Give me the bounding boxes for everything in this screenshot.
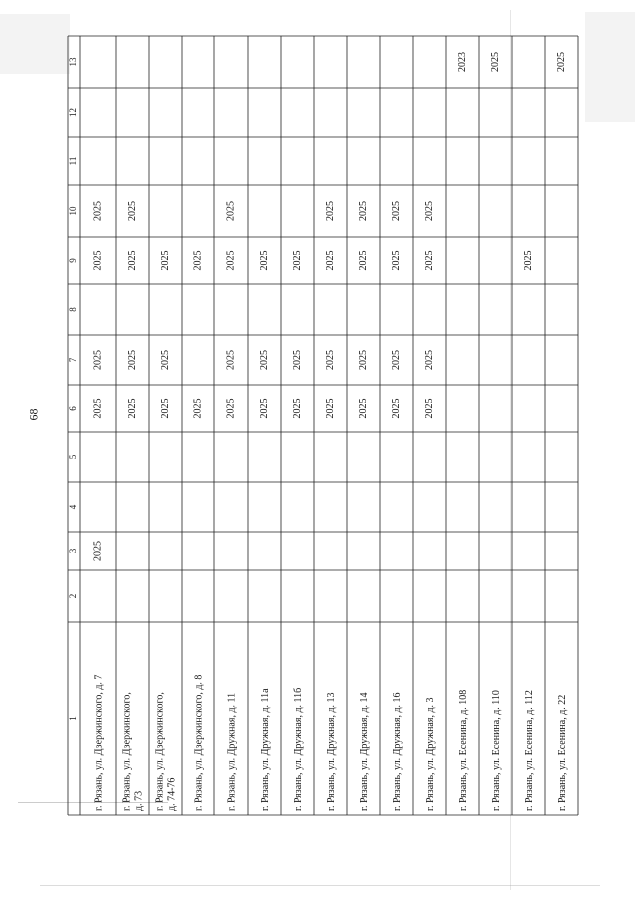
year-cell: 2025 <box>225 350 237 370</box>
column-number-header: 10 <box>68 206 79 216</box>
column-number-header: 11 <box>68 156 79 166</box>
address-cell: г. Рязань, ул. Есенина, д. 112 <box>523 690 535 811</box>
column-number-header: 12 <box>68 108 79 117</box>
page-number: 68 <box>26 408 41 421</box>
year-cell: 2025 <box>423 250 435 271</box>
column-number-header: 5 <box>68 454 79 460</box>
year-cell: 2025 <box>423 350 435 370</box>
year-cell: 2025 <box>126 201 138 221</box>
column-number-header: 6 <box>68 406 79 411</box>
address-cell: г. Рязань, ул. Дружная, д. 11 <box>226 692 238 811</box>
year-cell: 2025 <box>357 350 369 370</box>
year-cell: 2025 <box>92 541 104 561</box>
address-cell: г. Рязань, ул. Есенина, д. 110 <box>490 690 502 811</box>
column-number-header: 8 <box>68 307 79 312</box>
address-cell: г. Рязань, ул. Есенина, д. 108 <box>457 689 469 811</box>
year-cell: 2025 <box>92 398 104 419</box>
year-cell: 2025 <box>522 250 534 271</box>
year-cell: 2025 <box>92 350 104 370</box>
year-cell: 2023 <box>456 52 468 72</box>
year-cell: 2025 <box>159 350 171 370</box>
year-cell: 2025 <box>324 398 336 419</box>
year-cell: 2025 <box>423 398 435 419</box>
year-cell: 2025 <box>159 250 171 271</box>
year-cell: 2025 <box>92 201 104 221</box>
year-cell: 2025 <box>258 250 270 271</box>
column-number-header: 2 <box>68 593 79 599</box>
year-cell: 2025 <box>126 398 138 419</box>
year-cell: 2025 <box>390 350 402 370</box>
column-number-header: 4 <box>68 504 79 510</box>
year-cell: 2025 <box>225 201 237 221</box>
address-cell: д. 73 <box>133 790 145 811</box>
address-cell: г. Рязань, ул. Дзержинского, д. 8 <box>193 674 205 811</box>
year-cell: 2025 <box>489 52 501 72</box>
address-cell: д. 74-76 <box>166 777 178 811</box>
year-cell: 2025 <box>390 201 402 221</box>
year-cell: 2025 <box>92 250 104 271</box>
year-cell: 2025 <box>192 250 204 271</box>
year-cell: 2025 <box>291 250 303 271</box>
address-cell: г. Рязань, ул. Дружная, д. 16 <box>391 692 403 811</box>
year-cell: 2025 <box>324 250 336 271</box>
column-number-header: 13 <box>68 57 79 67</box>
column-number-header: 7 <box>68 357 79 363</box>
year-cell: 2025 <box>126 250 138 271</box>
year-cell: 2025 <box>390 250 402 271</box>
address-cell: г. Рязань, ул. Дзержинского, <box>154 692 166 811</box>
year-cell: 2025 <box>357 398 369 419</box>
year-cell: 2025 <box>225 250 237 271</box>
year-cell: 2025 <box>423 201 435 221</box>
address-cell: г. Рязань, ул. Дружная, д. 14 <box>358 692 370 811</box>
year-cell: 2025 <box>291 398 303 419</box>
address-cell: г. Рязань, ул. Дружная, д. 13 <box>325 692 337 811</box>
address-cell: г. Рязань, ул. Дружная, д. 11а <box>259 688 271 811</box>
year-cell: 2025 <box>357 250 369 271</box>
address-cell: г. Рязань, ул. Дзержинского, д. 7 <box>93 674 105 811</box>
column-number-header: 1 <box>68 716 79 721</box>
year-cell: 2025 <box>291 350 303 370</box>
year-cell: 2025 <box>258 398 270 419</box>
year-cell: 2025 <box>258 350 270 370</box>
year-cell: 2025 <box>159 398 171 419</box>
year-cell: 2025 <box>555 52 567 72</box>
year-cell: 2025 <box>324 201 336 221</box>
address-cell: г. Рязань, ул. Есенина, д. 22 <box>556 694 568 811</box>
year-cell: 2025 <box>126 350 138 370</box>
year-cell: 2025 <box>324 350 336 370</box>
year-cell: 2025 <box>192 398 204 419</box>
address-cell: г. Рязань, ул. Дружная, д. 11б <box>292 687 304 811</box>
year-cell: 2025 <box>390 398 402 419</box>
address-cell: г. Рязань, ул. Дружная, д. 3 <box>424 697 436 811</box>
column-number-header: 9 <box>68 258 79 263</box>
column-number-header: 3 <box>68 548 79 554</box>
year-cell: 2025 <box>357 201 369 221</box>
year-cell: 2025 <box>225 398 237 419</box>
address-cell: г. Рязань, ул. Дзержинского, <box>121 692 133 811</box>
